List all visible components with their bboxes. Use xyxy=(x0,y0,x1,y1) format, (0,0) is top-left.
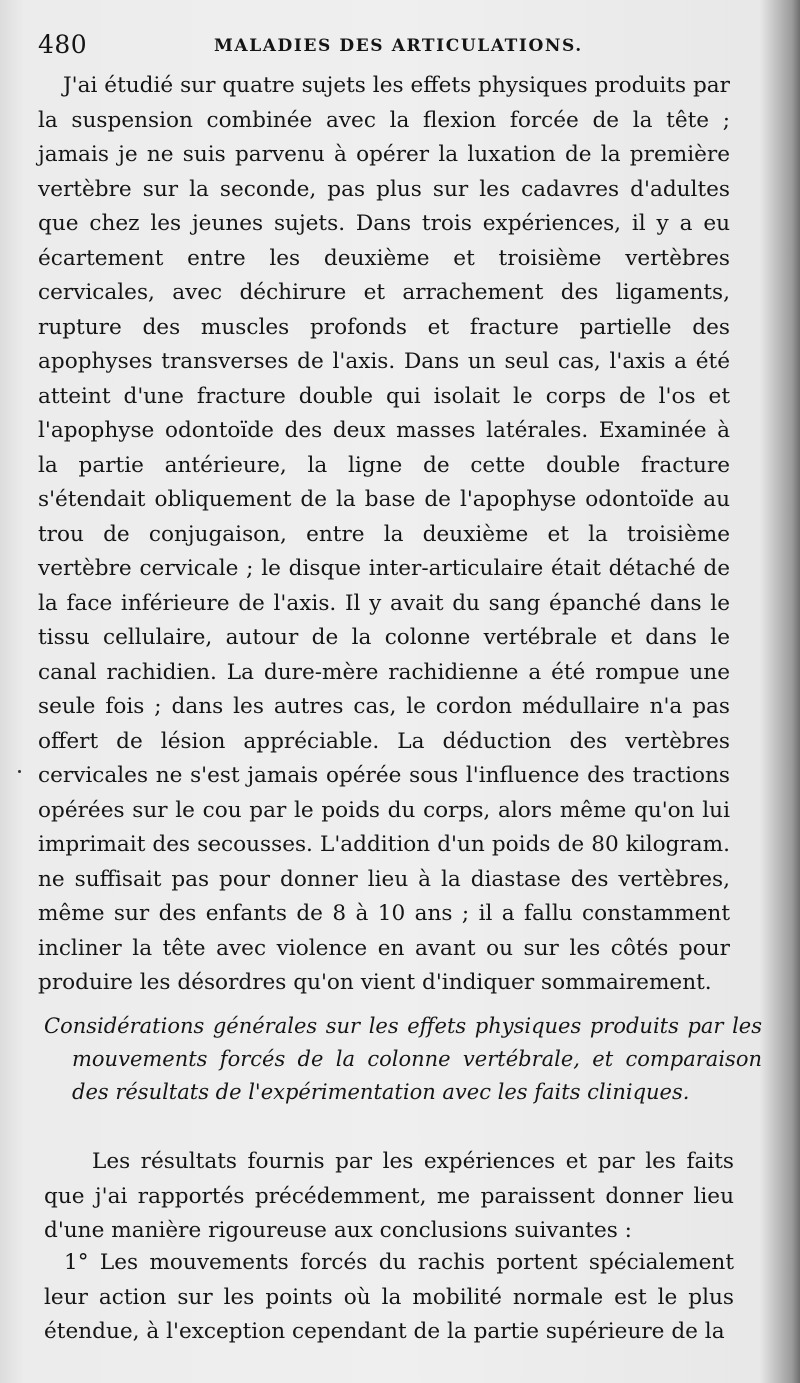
paragraph-3-text: 1° Les mouvements forcés du rachis portent spécialement leur action sur les points où la mobilité normale est le plus étendue, à l'exception cependant de la partie supérieure de la xyxy=(44,1250,734,1344)
page-number: 480 xyxy=(38,30,88,59)
body-paragraph-2 xyxy=(44,1145,734,1249)
margin-mark xyxy=(18,770,21,773)
page-header xyxy=(38,30,738,60)
paragraph-2-text: Les résultats fournis par les expériences et par les faits que j'ai rapportés précédemment, me paraissent donner lieu d'une manière rigoureuse aux conclusions suivantes : xyxy=(44,1149,734,1243)
running-title: MALADIES DES ARTICULATIONS. xyxy=(214,36,583,56)
paragraph-1-text: J'ai étudié sur quatre sujets les effets physiques produits par la suspension combinée avec la flexion forcée de la tête ; jamais je ne suis parvenu à opérer la luxation de la première vertèbre sur la seconde, pas plus sur les cadavres d'adultes que chez les jeunes sujets. Dans trois expériences, il y a eu écartement entre les deuxième et troisième vertèbres cervicales, avec déchirure et arrachement des ligaments, rupture des muscles profonds et fracture partielle des apophyses transverses de l'axis. Dans un seul cas, l'axis a été atteint d'une fracture double qui isolait le corps de l'os et l'apophyse odontoïde des deux masses latérales. Examinée à la partie antérieure, la ligne de cette double fracture s'étendait obliquement de la base de l'apophyse odontoïde au trou de conjugaison, entre la deuxième et la troisième vertèbre cervicale ; le disque inter-articulaire était détaché de la face inférieure de l'axis. Il y avait du sang épanché dans le tissu cellulaire, autour de la colonne vertébrale et dans le canal rachidien. La dure-mère rachidienne a été rompue une seule fois ; dans les autres cas, le cordon médullaire n'a pas offert de lésion appréciable. La déduction des vertèbres cervicales ne s'est jamais opérée sous l'influence des tractions opérées sur le cou par le poids du corps, alors même qu'on lui imprimait des secousses. L'addition d'un poids de 80 kilogram. ne suffisait pas pour donner lieu à la diastase des vertèbres, même sur des enfants de 8 à 10 ans ; il a fallu constamment incliner la tête avec violence en avant ou sur les côtés pour produire les désordres qu'on vient d'indiquer sommairement. xyxy=(38,73,730,995)
body-paragraph-3 xyxy=(44,1246,734,1350)
body-paragraph-1 xyxy=(38,69,730,1001)
section-heading: Considérations générales sur les effets physiques produits par les mouvements forcés de la colonne vertébrale, et comparaison des résultats de l'expérimentation avec les faits cliniques. xyxy=(44,1014,762,1104)
